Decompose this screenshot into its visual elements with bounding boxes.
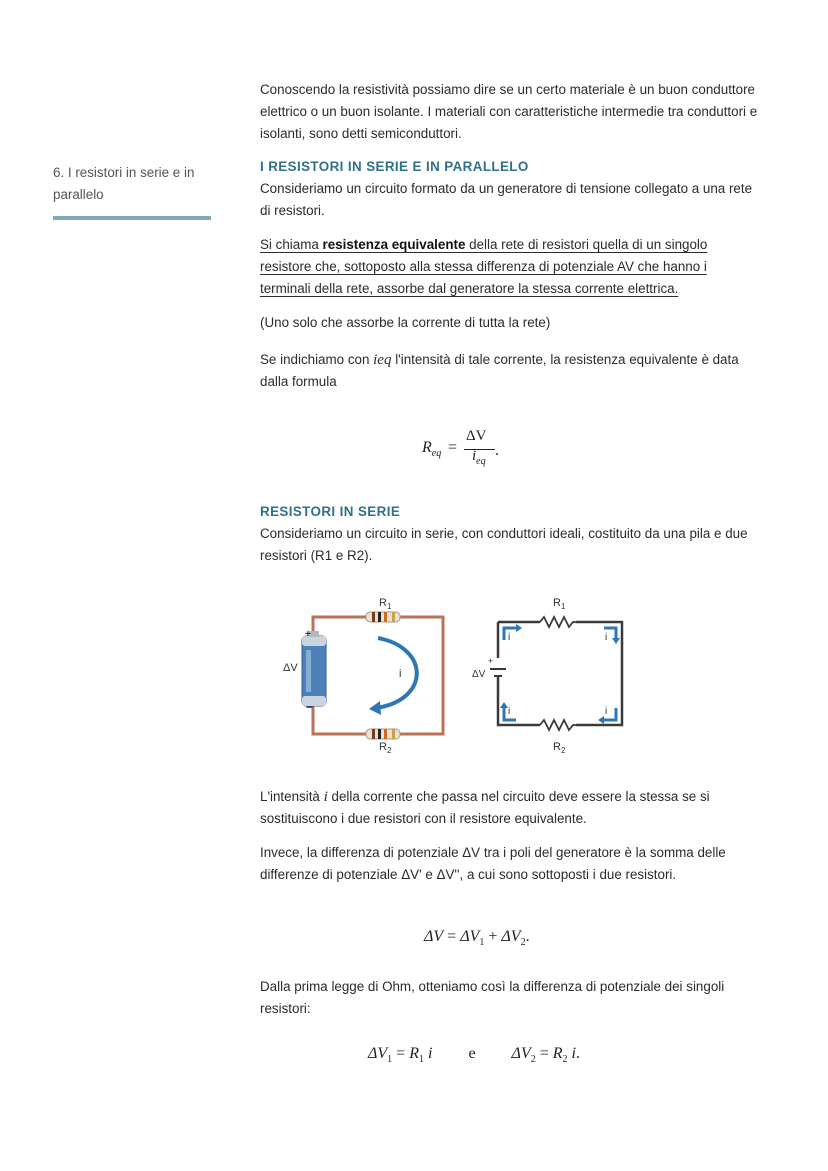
formula-ohm-law-resistors: $\Delta V_1 = R_1$ i e $\Delta V_2 = R_2$ i. — [368, 1045, 580, 1066]
battery-plus: + — [305, 629, 311, 640]
current-label-bottom-left: i — [508, 706, 511, 717]
section2-paragraph-1: Consideriamo un circuito in serie, con conduttori ideali, costituito da una pila e due resistori (R1 e R2). — [260, 526, 748, 563]
label-current: i — [399, 668, 402, 680]
resistor-r2 — [366, 729, 400, 739]
circuit-illustration-battery — [278, 592, 450, 754]
current-label-top-left: i — [508, 632, 511, 643]
circuit-wire — [313, 617, 443, 734]
formula-numerator: ΔV — [466, 428, 487, 444]
formula-equivalent-resistance: $R_{eq}$ = ΔV $i_{eq}$ . — [422, 428, 499, 467]
section-heading-series-parallel: I RESISTORI IN SERIE E IN PARALLELO — [260, 159, 529, 174]
label-dv: ΔV — [283, 662, 298, 674]
section2-paragraph-4: Dalla prima legge di Ohm, otteniamo così la differenza di potenziale dei singoli resistori: — [260, 979, 725, 1016]
schematic-label-r1: $R_1$ — [553, 597, 566, 611]
schematic-label-r2: $R_2$ — [553, 741, 566, 754]
section1-paragraph-3: (Uno solo che assorbe la corrente di tutta la rete) — [260, 315, 551, 330]
schematic-resistor-r2 — [540, 720, 576, 730]
section-heading-series: RESISTORI IN SERIE — [260, 504, 401, 519]
section2-paragraph-2: L'intensità i della corrente che passa nel circuito deve essere la stessa se si sostituiscono i due resistori con il resistore equivalente. — [260, 789, 710, 826]
sidebar-divider — [53, 216, 211, 220]
intro-paragraph: Conoscendo la resistività possiamo dire se un certo materiale è un buon conduttore elettrico o un buon isolante. I materiali con caratteristiche intermedie tra conduttori e isolanti, sono detti semiconduttori. — [260, 82, 758, 141]
definition-paragraph: Si chiama resistenza equivalente della rete di resistori quella di un singolo resistore che, sottoposto alla stessa differenza di potenziale AV che hanno i terminali della rete, assorbe dal generatore la stessa corrente elettrica. — [260, 237, 708, 296]
current-label-bottom-right: i — [605, 706, 608, 717]
label-r1: $R_1$ — [379, 597, 392, 611]
battery — [302, 631, 326, 706]
current-arrow — [376, 638, 417, 708]
current-arrow-head — [369, 701, 381, 715]
sidebar-note: 6. I resistori in serie e in parallelo — [53, 165, 195, 202]
section1-paragraph-1: Consideriamo un circuito formato da un generatore di tensione collegato a una rete di resistori. — [260, 181, 753, 218]
schematic-plus: + — [488, 656, 494, 666]
section1-paragraph-4: Se indichiamo con ieq l'intensità di tale corrente, la resistenza equivalente è data dalla formula — [260, 352, 739, 389]
schematic-wire — [498, 622, 622, 725]
current-label-top-right: i — [605, 632, 608, 643]
definition-term: resistenza equivalente — [322, 237, 466, 252]
battery-minus: − — [306, 700, 314, 714]
schematic-label-dv: ΔV — [472, 669, 486, 680]
section2-paragraph-3: Invece, la differenza di potenziale ΔV tra i poli del generatore è la somma delle differenze di potenziale ΔV' e ΔV'', a cui sono sottoposti i due resistori. — [260, 845, 726, 882]
resistor-r1 — [366, 612, 400, 622]
formula-series-voltage: $\Delta V = \Delta V_1 + \Delta V_2$. — [424, 928, 530, 949]
circuit-schematic — [470, 592, 630, 754]
formula-denominator: $i_{eq}$ — [472, 448, 486, 467]
schematic-resistor-r1 — [540, 617, 576, 627]
label-r2: $R_2$ — [379, 741, 392, 754]
